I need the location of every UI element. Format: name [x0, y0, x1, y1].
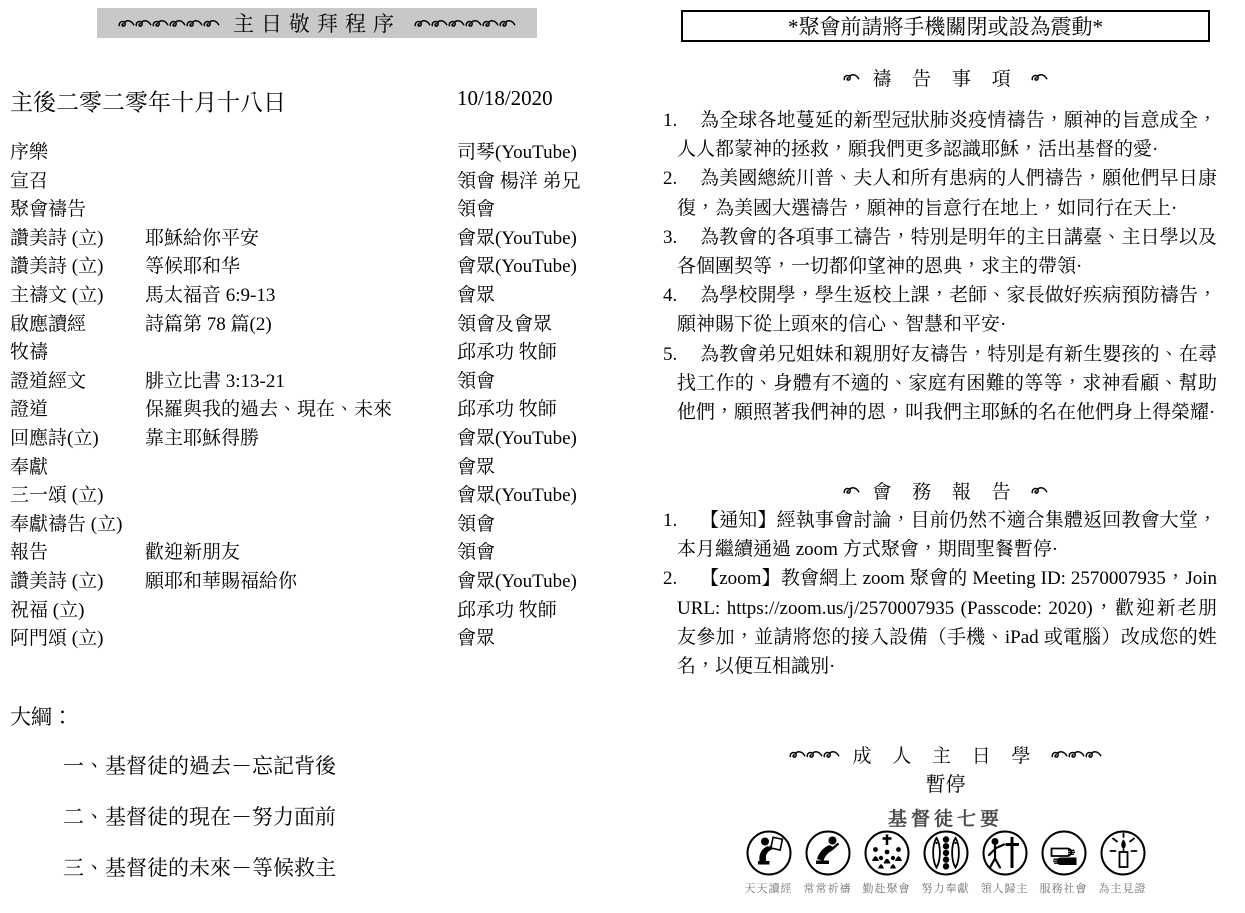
item-number: 2.	[663, 568, 678, 590]
program-row	[10, 368, 622, 397]
program-leader: 領會及會眾	[457, 313, 553, 335]
program-detail: 等候耶和华	[145, 256, 241, 278]
program-leader: 邱承功 牧師	[457, 399, 557, 421]
program-detail: 願耶和華賜福給你	[145, 570, 298, 592]
prayer-item: 3. 為教會的各項事工禱告，特別是明年的主日講臺、主日學以及各個團契等，一切都仰望神的恩典，求主的帶領·	[677, 223, 1217, 281]
sermon-outline-item: 三、基督徒的未來－等候救主	[63, 856, 336, 880]
church-affairs-heading: 會 務 報 告	[681, 477, 1210, 504]
sunday-school-status: 暫停	[925, 774, 966, 796]
program-item: 三一頌 (立)	[10, 485, 104, 507]
program-row	[10, 625, 622, 654]
praying-icon	[804, 829, 852, 877]
sermon-outline-title: 大綱：	[10, 705, 73, 729]
prayer-items-heading: 禱 告 事 項	[681, 64, 1210, 91]
serving-hands-icon	[1040, 829, 1088, 877]
program-item: 讚美詩 (立)	[10, 227, 104, 249]
program-row	[10, 225, 622, 254]
essential-attend-meetings: 勤赴聚會	[862, 829, 912, 896]
fleuron-ornament-right-icon	[1051, 749, 1102, 760]
person-cross-icon	[981, 829, 1029, 877]
adult-sunday-school-heading: 成 人 主 日 學	[681, 741, 1210, 768]
sermon-outline-item: 二、基督徒的現在－努力面前	[63, 805, 336, 829]
program-leader: 領會	[457, 513, 496, 535]
program-detail	[145, 511, 457, 540]
essential-constant-prayer: 常常祈禱	[803, 829, 853, 896]
prayer-items-list	[663, 106, 1217, 427]
date-chinese: 主後二零二零年十月十八日	[10, 90, 286, 115]
program-row	[10, 539, 622, 568]
program-item: 證道	[10, 399, 49, 421]
program-leader: 會眾(YouTube)	[457, 570, 577, 592]
item-number: 2.	[663, 168, 678, 190]
essential-witness-for-lord: 為主見證	[1098, 829, 1148, 896]
program-row	[10, 568, 622, 597]
fleuron-icon	[843, 485, 860, 496]
prayer-item: 1. 為全球各地蔓延的新型冠狀肺炎疫情禱告，願神的旨意成全，人人都蒙神的拯救，願我們更多認識耶穌，活出基督的愛·	[677, 106, 1217, 164]
program-item: 報告	[10, 542, 49, 564]
program-leader: 會眾	[457, 456, 496, 478]
program-leader: 會眾	[457, 628, 496, 650]
program-row	[10, 253, 622, 282]
church-affairs-list	[663, 506, 1217, 681]
page-title-banner	[97, 8, 537, 38]
program-leader: 領會	[457, 542, 496, 564]
program-leader: 會眾(YouTube)	[457, 256, 577, 278]
fleuron-ornament-left-icon	[118, 18, 220, 29]
prayer-item: 4. 為學校開學，學生返校上課，老師、家長做好疾病預防禱告，願神賜下從上頭來的信心、智慧和平安·	[677, 281, 1217, 339]
program-row	[10, 139, 622, 168]
program-detail	[145, 196, 457, 225]
item-number: 1.	[663, 510, 678, 531]
program-row	[10, 282, 622, 311]
program-detail	[145, 168, 457, 197]
program-detail: 保羅與我的過去、現在、未來	[145, 399, 393, 421]
program-item: 證道經文	[10, 370, 87, 392]
item-number: 4.	[663, 285, 678, 307]
program-row	[10, 511, 622, 540]
program-item: 序樂	[10, 142, 49, 163]
essential-daily-bible-reading: 天天讀經	[744, 829, 794, 896]
program-leader: 邱承功 牧師	[457, 599, 557, 621]
program-detail: 馬太福音 6:9-13	[145, 284, 276, 306]
essential-diligent-offering: 努力奉獻	[921, 829, 971, 896]
program-leader: 領會 楊洋 弟兄	[457, 170, 581, 192]
fleuron-icon	[843, 72, 860, 83]
program-leader: 會眾(YouTube)	[457, 227, 577, 249]
program-row	[10, 168, 622, 197]
program-item: 宣召	[10, 170, 49, 192]
program-row	[10, 454, 622, 483]
essential-serve-society: 服務社會	[1039, 829, 1089, 896]
program-detail	[145, 139, 457, 168]
program-item: 牧禱	[10, 342, 49, 364]
program-row	[10, 482, 622, 511]
program-detail	[145, 454, 457, 483]
phone-notice-box: *聚會前請將手機關閉或設為震動*	[681, 10, 1210, 42]
program-item: 主禱文 (立)	[10, 284, 104, 306]
program-leader: 會眾	[457, 284, 496, 306]
program-item: 奉獻禱告 (立)	[10, 513, 123, 535]
prayer-item: 2. 為美國總統川普、夫人和所有患病的人們禱告，願他們早日康復，為美國大選禱告，願神的旨意行在地上，如同行在天上·	[677, 164, 1217, 222]
item-number: 3.	[663, 226, 678, 248]
program-item: 回應詩(立)	[10, 427, 99, 449]
program-item: 讚美詩 (立)	[10, 256, 104, 278]
program-item: 奉獻	[10, 456, 49, 478]
program-detail	[145, 339, 457, 368]
program-item: 啟應讀經	[10, 313, 87, 335]
fleuron-ornament-right-icon	[414, 18, 516, 29]
program-row	[10, 597, 622, 626]
fleuron-ornament-left-icon	[789, 749, 840, 760]
bible-reading-icon	[745, 829, 793, 877]
announcements-page	[648, 0, 1240, 913]
program-row	[10, 425, 622, 454]
program-leader: 領會	[457, 199, 496, 221]
announcement-item: 1. 【通知】經執事會討論，目前仍然不適合集體返回教會大堂，本月繼續通過 zoom 方式聚會，期間聖餐暫停·	[677, 506, 1217, 564]
seven-essentials-row	[681, 829, 1210, 896]
sermon-outline-item: 一、基督徒的過去－忘記背後	[63, 754, 336, 778]
program-leader: 領會	[457, 370, 496, 392]
item-number: 5.	[663, 343, 678, 365]
program-detail	[145, 482, 457, 511]
program-detail	[145, 625, 457, 654]
program-row	[10, 339, 622, 368]
fleuron-icon	[1031, 485, 1048, 496]
candle-icon	[1099, 829, 1147, 877]
loaves-fishes-icon	[922, 829, 970, 877]
congregation-icon	[863, 829, 911, 877]
program-item: 阿門頌 (立)	[10, 628, 104, 650]
seven-essentials-title: 基督徒七要	[887, 809, 1003, 830]
worship-program-table	[10, 139, 622, 654]
program-detail	[145, 597, 457, 626]
program-detail: 詩篇第 78 篇(2)	[145, 313, 272, 335]
program-row	[10, 196, 622, 225]
page-title: 主日敬拜程序	[233, 12, 401, 36]
program-row	[10, 311, 622, 340]
program-detail: 靠主耶穌得勝	[145, 427, 260, 449]
prayer-item: 5. 為教會弟兄姐妹和親朋好友禱告，特別是有新生嬰孩的、在尋找工作的、身體有不適的、家庭有困難的等等，求神看顧、幫助他們，願照著我們神的恩，叫我們主耶穌的名在他們身上得榮耀·	[677, 340, 1217, 428]
date-western: 10/18/2020	[457, 86, 553, 110]
program-leader: 邱承功 牧師	[457, 342, 557, 364]
worship-order-page	[10, 0, 622, 913]
program-detail: 歡迎新朋友	[145, 542, 241, 564]
program-leader: 司琴(YouTube)	[457, 142, 577, 163]
announcement-item: 2. 【zoom】教會網上 zoom 聚會的 Meeting ID: 2570007935，Join URL: https://zoom.us/j/2570007935 (Passcode: 2020)，歡迎新老朋友參加，並請將您的接入設備（手機、iPad 或電腦）改成您的姓名，以便互相識別·	[677, 564, 1217, 681]
program-detail: 耶穌給你平安	[145, 227, 260, 249]
program-row	[10, 396, 622, 425]
program-item: 祝福 (立)	[10, 599, 85, 621]
program-leader: 會眾(YouTube)	[457, 485, 577, 507]
fleuron-icon	[1031, 72, 1048, 83]
item-number: 1.	[663, 110, 678, 131]
program-detail: 腓立比書 3:13-21	[145, 370, 285, 392]
program-leader: 會眾(YouTube)	[457, 427, 577, 449]
program-item: 聚會禱告	[10, 199, 87, 221]
program-item: 讚美詩 (立)	[10, 570, 104, 592]
essential-lead-people-to-lord: 領人歸主	[980, 829, 1030, 896]
